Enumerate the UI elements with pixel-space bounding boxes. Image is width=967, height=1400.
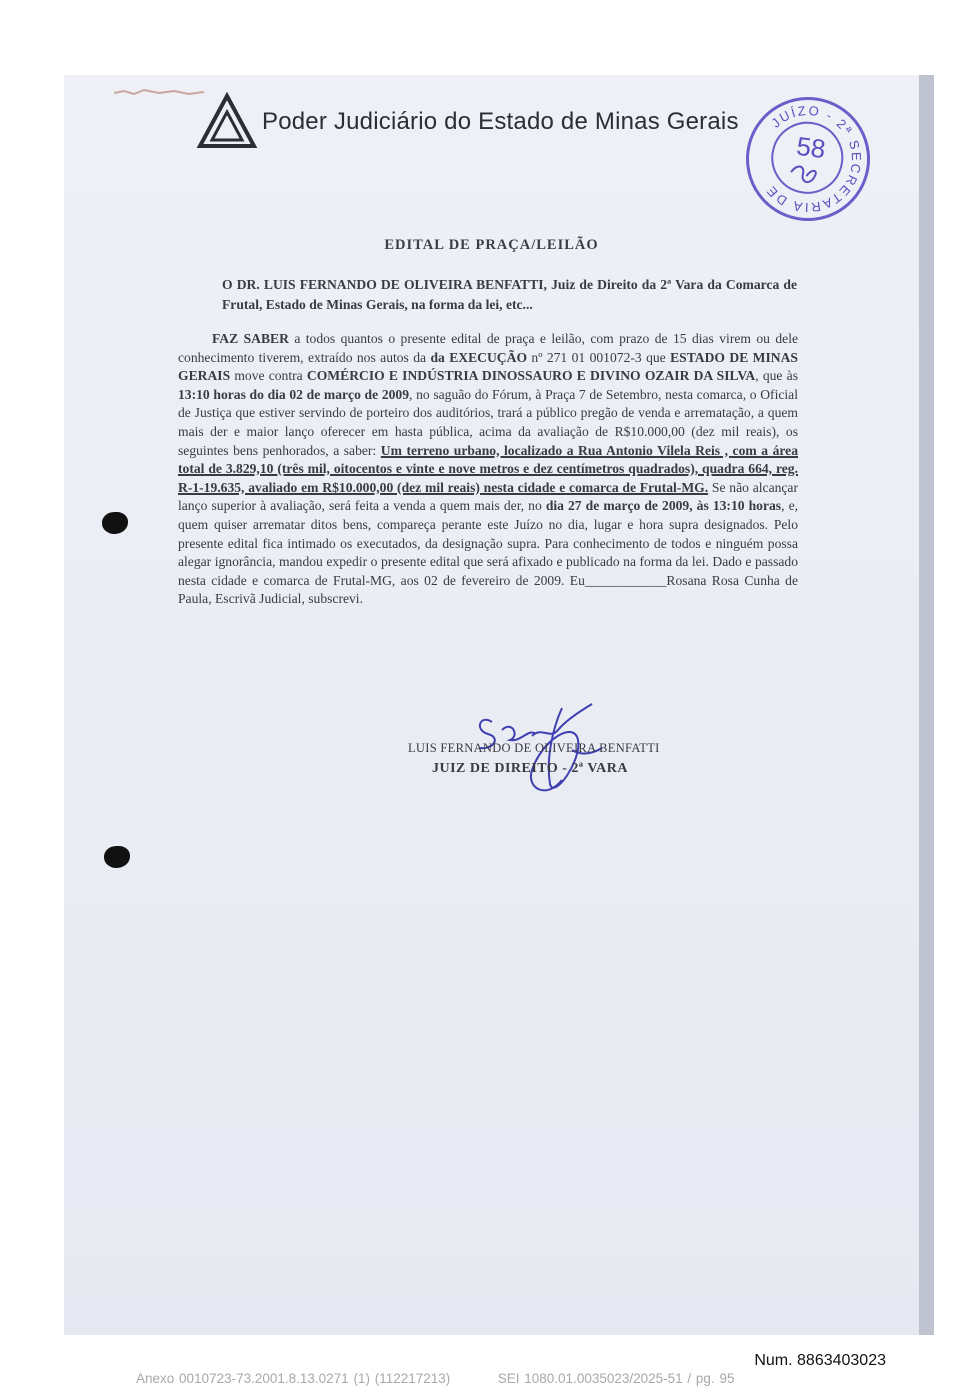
body-segment-12: Se não alcançar lanço superior à avaliação, será feita a venda a quem mais der, no [178,479,798,514]
page-tear-mark [114,87,204,99]
execucao-label: da EXECUÇÃO [430,349,528,365]
body-segment-10: , no saguão do Fórum, à Praça 7 de Setembro, nesta comarca, o Oficial de Justiça que estiver servindo de porteiro dos auditórios, trará a público pregão de venda e arrematação, a quem mais der e maior lanço oferecer em hasta pública, acima da avaliação de R$10.000,00 (dez mil reais), os seguintes bens penhorados, a saber: [178,386,798,458]
body-segment-14: , e, quem quiser arrematar ditos bens, compareça perante este Juízo no dia, lugar e hora supra designados. Pelo presente edital fica intimado os executados, da designação supra. Para conhecimento de todos e ninguém possa alegar ignorância, mandou expedir o presente edital que será afixado e publicado na forma da lei. Dado e passado nesta cidade e comarca de Frutal-MG, aos 02 de fevereiro de 2009. Eu____________Rosana Rosa Cunha de Paula, Escrivã Judicial, subscrevi. [178,498,799,607]
intro-rest: Juiz de Direito da 2ª Vara da Comarca de Frutal, Estado de Minas Gerais, na forma da lei, etc... [222,277,797,312]
property-description: Um terreno urbano, localizado a Rua Antonio Vilela Reis , com a área total de 3.829,10 (três mil, oitocentos e vinte e nove metros e dez centímetros quadrados), quadra 664, reg. R-1-19.635, avaliado em R$10.000,00 (dez mil reais) nesta cidade e comarca de Frutal-MG. [178,442,799,495]
body-segment-8: , que às [755,368,798,384]
document-title: EDITAL DE PRAÇA/LEILÃO [384,237,599,253]
body-segment-2: a todos quantos o presente edital de praça e leilão, com prazo de 15 dias virem ou dele conhecimento tiverem, extraído nos autos da [178,331,799,365]
footer-reference: Anexo 0010723-73.2001.8.13.0271 (1) (112217213) SEI 1080.01.0035023/2025-51 / pg. 95 [136,1371,735,1386]
paper-sheet [64,75,920,1335]
first-auction-date: 13:10 horas do dia 02 de março de 2009 [178,386,410,402]
document-number: Num. 8863403023 [754,1352,886,1369]
signer-name: LUIS FERNANDO DE OLIVEIRA BENFATTI [408,741,660,755]
plaintiff: ESTADO DE MINAS GERAIS [178,349,798,384]
faz-saber: FAZ SABER [212,331,289,346]
second-auction-date: dia 27 de março de 2009, às 13:10 horas [545,498,782,514]
sheet-edge-shadow [919,75,934,1335]
signer-role: JUIZ DE DIREITO - 2ª VARA [432,761,629,776]
header-title: Poder Judiciário do Estado de Minas Gerais [262,108,739,135]
intro-paragraph [222,275,797,315]
defendants: COMÉRCIO E INDÚSTRIA DINOSSAURO E DIVINO OZAIR DA SILVA [306,368,756,384]
scanned-page [64,75,934,1335]
secretaria-stamp [732,83,884,235]
process-number: nº 271 01 001072-3 que [527,349,671,365]
triangle-logo-icon [196,92,258,152]
document-header [196,92,739,152]
stamp-text: JUÍZO - 2ª SECRETARIA DE [762,102,865,216]
edital-body [178,330,798,609]
body-segment-6: move contra [230,368,307,384]
stamp-number: 58 [794,130,828,165]
judge-name-intro: O DR. LUIS FERNANDO DE OLIVEIRA BENFATTI, [222,277,547,292]
